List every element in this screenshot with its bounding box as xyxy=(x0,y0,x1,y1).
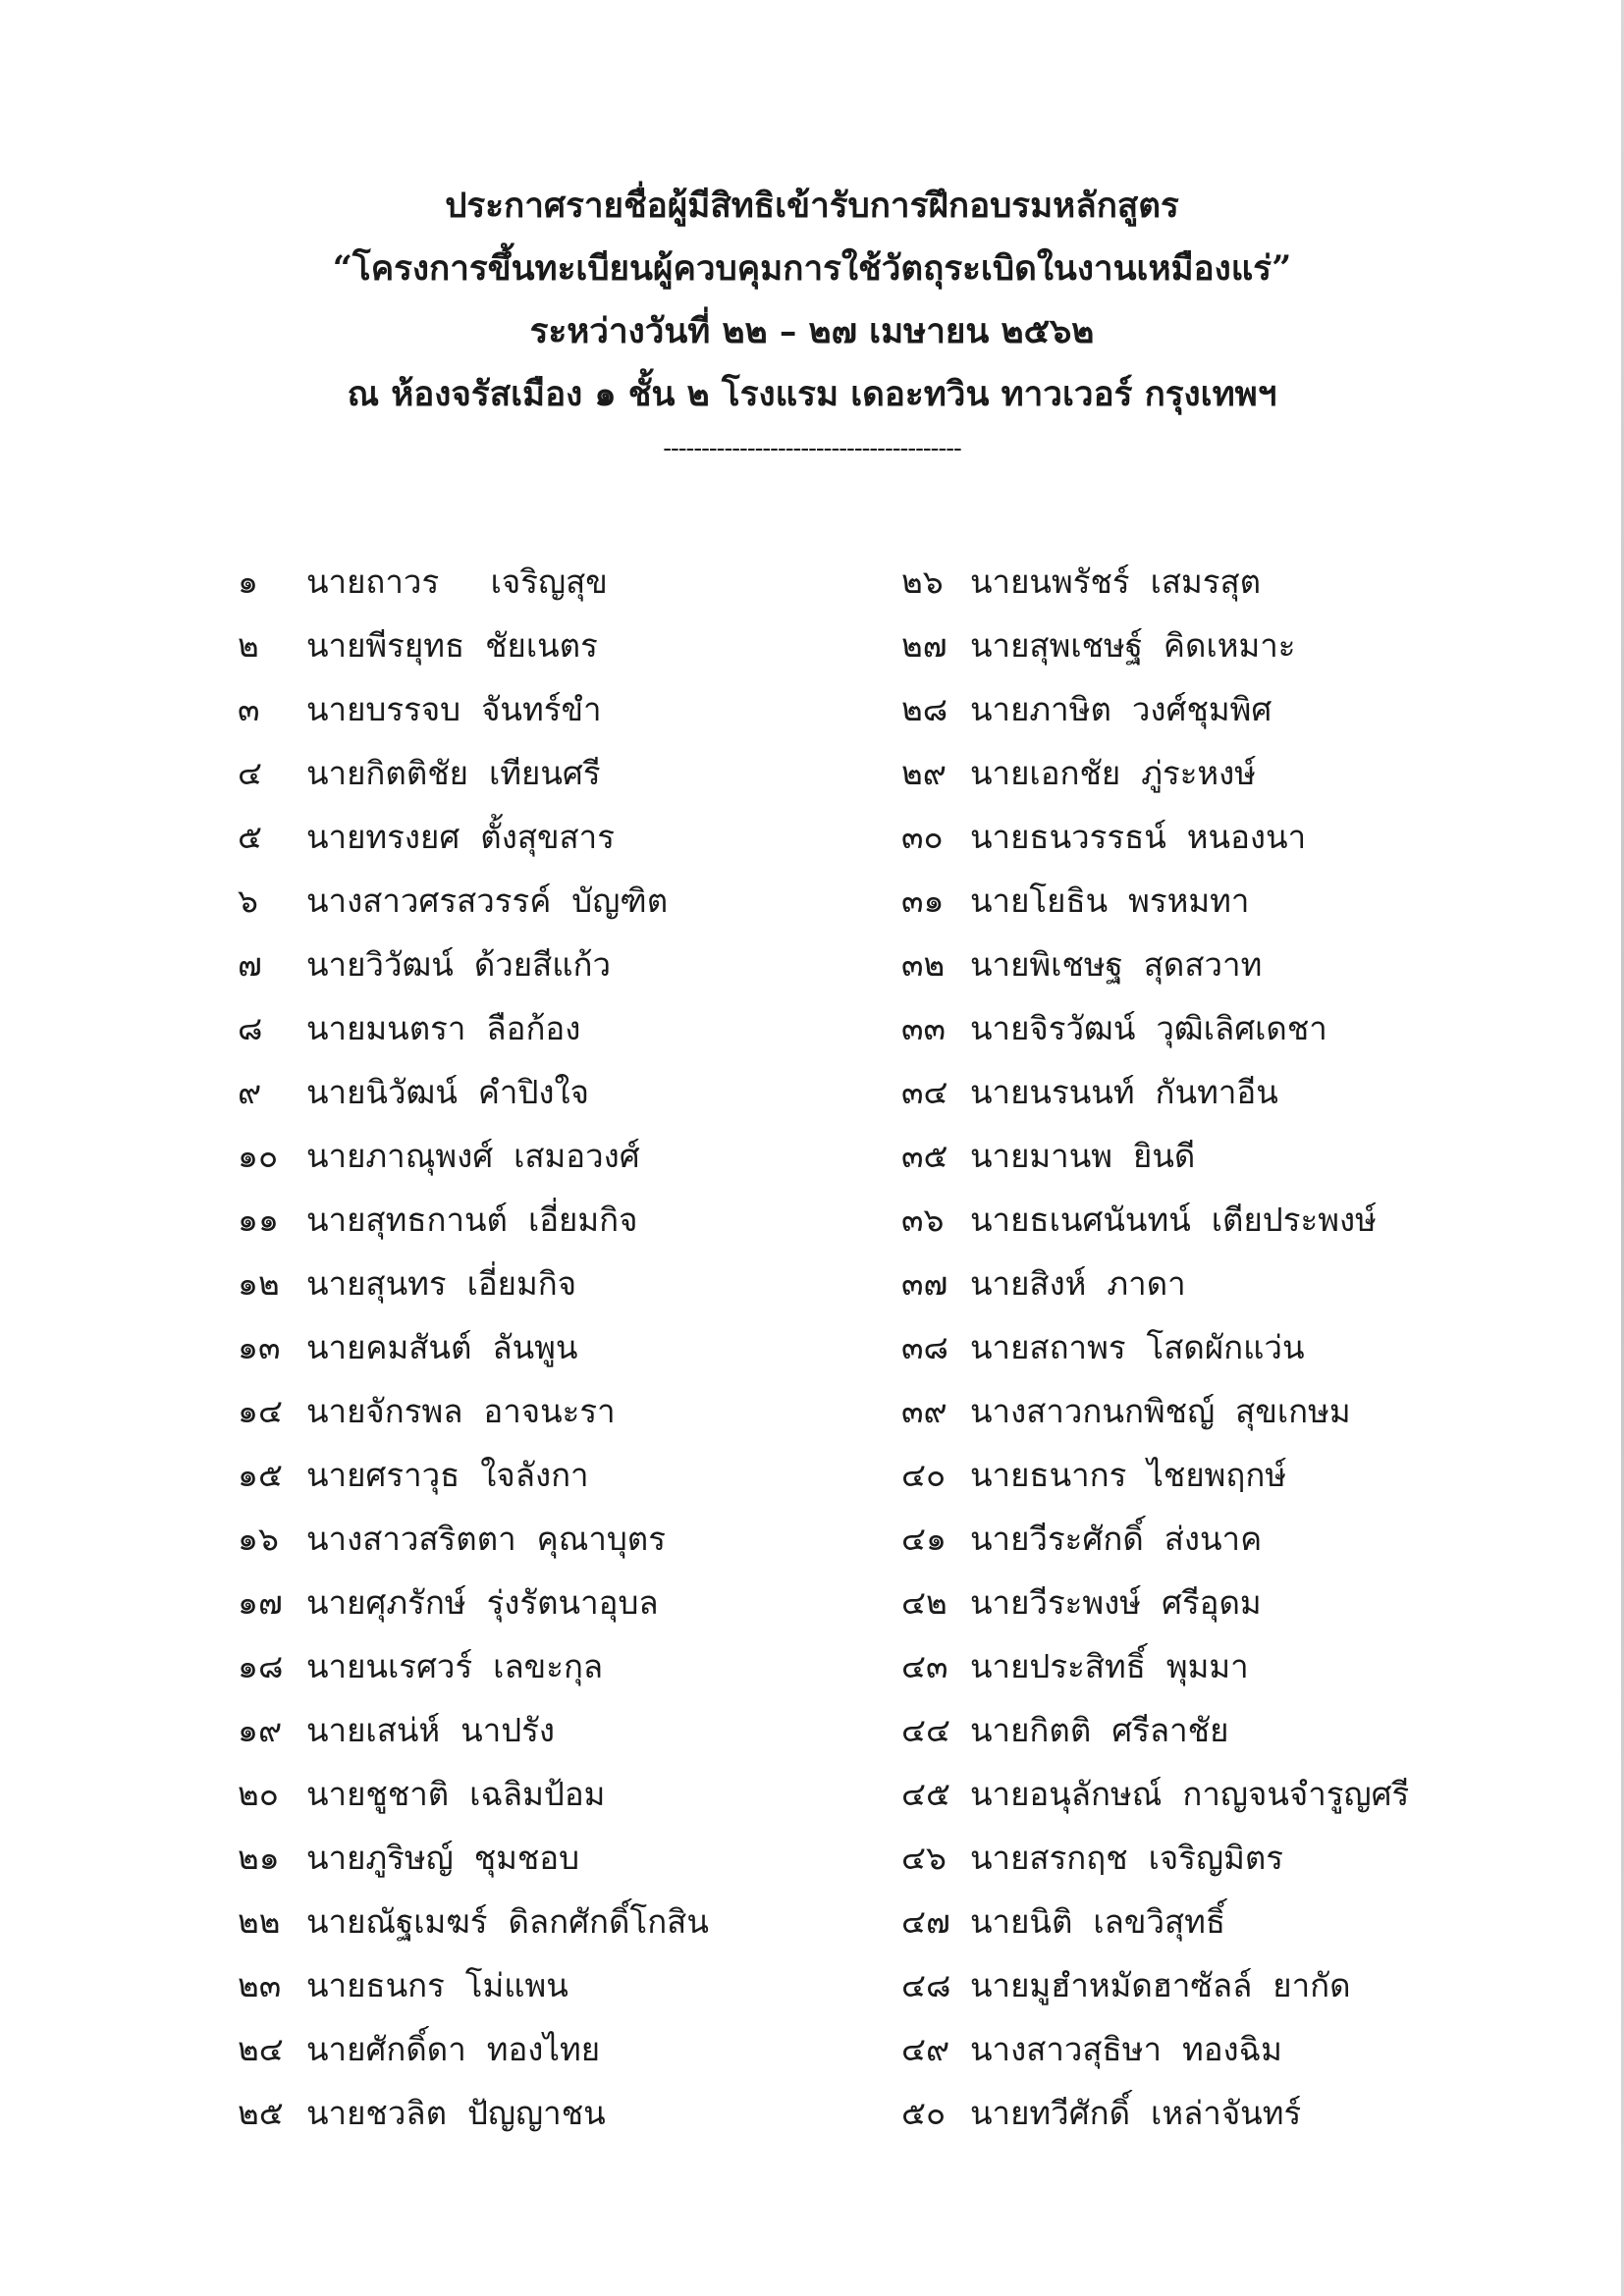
participant-name: นายจิรวัฒน์ วุฒิเลิศเดชา xyxy=(970,1009,1327,1047)
participant-number: ๘ xyxy=(238,1009,263,1047)
participant-name: นายมูฮำหมัดฮาซัลล์ ยากัด xyxy=(970,1966,1351,2004)
participant-entry xyxy=(901,1188,1409,1252)
participant-number: ๓๔ xyxy=(901,1073,948,1111)
participant-entry xyxy=(901,1252,1409,1315)
participant-name: นายภาษิต วงศ์ชุมพิศ xyxy=(970,690,1272,728)
participant-number: ๑๔ xyxy=(238,1392,283,1430)
participant-name: นายสุพเชษฐ์ คิดเหมาะ xyxy=(970,626,1296,665)
participant-name: นายพิเชษฐ สุดสวาท xyxy=(970,945,1263,984)
participant-entry xyxy=(238,1379,709,1443)
participant-entry xyxy=(238,1124,709,1188)
participant-number: ๙ xyxy=(238,1073,262,1111)
participant-number: ๑๖ xyxy=(238,1520,279,1558)
participant-name: นายกิตติชัย เทียนศรี xyxy=(306,754,601,792)
participant-name: นายมนตรา ลือก้อง xyxy=(306,1009,581,1047)
participant-number: ๔๑ xyxy=(901,1520,947,1558)
project-name: “โครงการขึ้นทะเบียนผู้ควบคุมการใช้วัตถุระเบิดในงานเหมืองแร่” xyxy=(332,248,1292,289)
participant-entry xyxy=(901,1634,1409,1698)
participant-number: ๔๘ xyxy=(901,1966,951,2004)
participant-number: ๑๐ xyxy=(238,1137,279,1175)
participant-name: นายมานพ ยินดี xyxy=(970,1137,1196,1175)
participant-number: ๓๐ xyxy=(901,818,944,856)
participant-number: ๕ xyxy=(238,818,262,856)
participant-entry xyxy=(238,1315,709,1379)
announcement-title: ประกาศรายชื่อผู้มีสิทธิเข้ารับการฝึกอบรมหลักสูตร xyxy=(445,186,1179,226)
participant-name: นายวีระพงษ์ ศรีอุดม xyxy=(970,1583,1262,1622)
participant-entry xyxy=(238,1252,709,1315)
participant-name: นายเอกชัย ภู่ระหงษ์ xyxy=(970,754,1257,792)
participant-entry xyxy=(238,1571,709,1634)
participant-name: นายนพรัชร์ เสมรสุต xyxy=(970,562,1262,601)
participant-entry xyxy=(901,1762,1409,1826)
participant-name: นายสุทธกานต์ เอี่ยมกิจ xyxy=(306,1201,638,1239)
participant-name: นายสรกฤช เจริญมิตร xyxy=(970,1839,1283,1877)
participant-name: นายนเรศวร์ เลขะกุล xyxy=(306,1647,604,1685)
participant-entry xyxy=(238,677,709,741)
participant-name: นายศักดิ์ดา ทองไทย xyxy=(306,2030,601,2068)
participant-number: ๒๔ xyxy=(238,2030,284,2068)
participant-entry xyxy=(238,869,709,933)
participant-entry xyxy=(901,1890,1409,1953)
participant-name: นางสาวสุธิษา ทองฉิม xyxy=(970,2030,1282,2068)
participant-number: ๔๕ xyxy=(901,1775,950,1813)
participant-name: นายนิติ เลขวิสุทธิ์ xyxy=(970,1902,1226,1941)
participant-entry xyxy=(901,550,1409,614)
participant-name: นายพีรยุทธ ชัยเนตร xyxy=(306,626,598,665)
participant-name: นายธนวรรธน์ หนองนา xyxy=(970,818,1307,856)
participant-name: นายธเนศนันทน์ เตียประพงษ์ xyxy=(970,1201,1377,1239)
participant-entry xyxy=(238,550,709,614)
participant-number: ๓๘ xyxy=(901,1328,949,1366)
participant-name: นายจักรพล อาจนะรา xyxy=(306,1392,616,1430)
participant-entry xyxy=(901,741,1409,805)
participant-name: นายประสิทธิ์ พุมมา xyxy=(970,1647,1249,1685)
participant-entry xyxy=(901,1507,1409,1571)
participant-entry xyxy=(238,1507,709,1571)
training-venue: ณ ห้องจรัสเมือง ๑ ชั้น ๒ โรงแรม เดอะทวิน ทาวเวอร์ กรุงเทพฯ xyxy=(347,374,1277,414)
participant-entry xyxy=(901,677,1409,741)
announcement-header xyxy=(0,175,1624,463)
participant-list-right xyxy=(901,550,1409,2145)
participant-number: ๒๑ xyxy=(238,1839,280,1877)
participant-number: ๔๓ xyxy=(901,1647,948,1685)
participant-number: ๓๙ xyxy=(901,1392,947,1430)
participant-name: นายศุภรักษ์ รุ่งรัตนาอุบล xyxy=(306,1583,659,1622)
participant-entry xyxy=(238,2017,709,2081)
participant-entry xyxy=(901,1443,1409,1507)
participant-name: นายชูชาติ เฉลิมป้อม xyxy=(306,1775,606,1813)
participant-number: ๒๙ xyxy=(901,754,947,792)
participant-name: นายถาวร เจริญสุข xyxy=(306,562,608,601)
participant-number: ๒๖ xyxy=(901,562,944,601)
participant-entry xyxy=(901,805,1409,869)
participant-name: นายสิงห์ ภาดา xyxy=(970,1264,1186,1303)
participant-entry xyxy=(238,1060,709,1124)
participant-number: ๒๕ xyxy=(238,2094,284,2132)
participant-entry xyxy=(901,1315,1409,1379)
participant-number: ๑๑ xyxy=(238,1201,279,1239)
participant-entry xyxy=(238,933,709,996)
participant-number: ๔ xyxy=(238,754,262,792)
participant-number: ๖ xyxy=(238,881,258,920)
participant-name: นายนรนนท์ กันทาอีน xyxy=(970,1073,1278,1111)
participant-entry xyxy=(238,1634,709,1698)
participant-entry xyxy=(901,1698,1409,1762)
participant-name: นายวีระศักดิ์ ส่งนาค xyxy=(970,1520,1263,1558)
participant-entry xyxy=(238,996,709,1060)
participant-name: นายกิตติ ศรีลาชัย xyxy=(970,1711,1229,1749)
participant-name: นายธนากร ไชยพฤกษ์ xyxy=(970,1456,1287,1494)
participant-number: ๔๙ xyxy=(901,2030,950,2068)
participant-entry xyxy=(238,1698,709,1762)
participant-entry xyxy=(901,933,1409,996)
participant-entry xyxy=(901,996,1409,1060)
participant-name: นางสาวสริตตา คุณาบุตร xyxy=(306,1520,666,1558)
participant-entry xyxy=(901,2081,1409,2145)
participant-number: ๒๓ xyxy=(238,1966,282,2004)
participant-name: นายนิวัฒน์ คำปิงใจ xyxy=(306,1073,589,1111)
participant-name: นายสุนทร เอี่ยมกิจ xyxy=(306,1264,577,1303)
participant-entry xyxy=(238,741,709,805)
participant-name: นายทรงยศ ตั้งสุขสาร xyxy=(306,818,615,856)
participant-entry xyxy=(901,1826,1409,1890)
participant-name: นายสถาพร โสดผักแว่น xyxy=(970,1328,1305,1366)
participant-number: ๒๒ xyxy=(238,1902,281,1941)
participant-number: ๓๑ xyxy=(901,881,945,920)
participant-name: นางสาวกนกพิชญ์ สุขเกษม xyxy=(970,1392,1351,1430)
participant-entry xyxy=(901,1124,1409,1188)
participant-number: ๓๖ xyxy=(901,1201,945,1239)
participant-number: ๔๐ xyxy=(901,1456,947,1494)
participant-entry xyxy=(238,1443,709,1507)
participant-number: ๔๔ xyxy=(901,1711,950,1749)
participant-number: ๓๒ xyxy=(901,945,946,984)
participant-name: นางสาวศรสวรรค์ บัญฑิต xyxy=(306,881,669,920)
participant-number: ๓๓ xyxy=(901,1009,947,1047)
participant-entry xyxy=(238,614,709,677)
participant-number: ๓ xyxy=(238,690,260,728)
participant-name: นายศราวุธ ใจลังกา xyxy=(306,1456,589,1494)
participant-number: ๒ xyxy=(238,626,259,665)
header-divider: --------------------------------------- xyxy=(663,434,961,463)
participant-number: ๒๐ xyxy=(238,1775,279,1813)
participant-name: นายภาณุพงศ์ เสมอวงศ์ xyxy=(306,1137,640,1175)
participant-number: ๑๕ xyxy=(238,1456,283,1494)
participant-name: นายเสน่ห์ นาปรัง xyxy=(306,1711,556,1749)
participant-name: นายวิวัฒน์ ด้วยสีแก้ว xyxy=(306,945,612,984)
participant-number: ๔๒ xyxy=(901,1583,947,1622)
participant-list-left xyxy=(238,550,709,2145)
participant-name: นายอนุลักษณ์ กาญจนจำรูญศรี xyxy=(970,1775,1410,1813)
participant-entry xyxy=(238,1762,709,1826)
participant-entry xyxy=(901,1060,1409,1124)
participant-name: นายทวีศักดิ์ เหล่าจันทร์ xyxy=(970,2094,1302,2132)
participant-number: ๗ xyxy=(238,945,262,984)
participant-number: ๓๕ xyxy=(901,1137,948,1175)
participant-number: ๒๗ xyxy=(901,626,947,665)
participant-entry xyxy=(238,1188,709,1252)
participant-name: นายโยธิน พรหมทา xyxy=(970,881,1250,920)
participant-number: ๑๙ xyxy=(238,1711,283,1749)
training-dates: ระหว่างวันที่ ๒๒ – ๒๗ เมษายน ๒๕๖๒ xyxy=(529,311,1095,351)
participant-number: ๑๗ xyxy=(238,1583,283,1622)
participant-entry xyxy=(238,1890,709,1953)
participant-entry xyxy=(238,1953,709,2017)
participant-entry xyxy=(901,614,1409,677)
participant-name: นายชวลิต ปัญญาชน xyxy=(306,2094,606,2132)
participant-entry xyxy=(238,2081,709,2145)
participant-name: นายบรรจบ จันทร์ขำ xyxy=(306,690,602,728)
participant-entry xyxy=(901,869,1409,933)
participant-entry xyxy=(238,1826,709,1890)
participant-number: ๕๐ xyxy=(901,2094,947,2132)
participant-entry xyxy=(901,1379,1409,1443)
participant-entry xyxy=(238,805,709,869)
participant-name: นายธนกร โม่แพน xyxy=(306,1966,568,2004)
participant-name: นายณัฐเมฆร์ ดิลกศักดิ์โกสิน xyxy=(306,1902,709,1941)
participant-entry xyxy=(901,1953,1409,2017)
participant-name: นายภูริษญ์ ชุมชอบ xyxy=(306,1839,580,1877)
participant-number: ๒๘ xyxy=(901,690,948,728)
participant-number: ๔๖ xyxy=(901,1839,947,1877)
participant-number: ๔๗ xyxy=(901,1902,950,1941)
participant-number: ๑๓ xyxy=(238,1328,281,1366)
participant-number: ๑๘ xyxy=(238,1647,284,1685)
participant-number: ๑ xyxy=(238,562,258,601)
participant-name: นายคมสันต์ ลันพูน xyxy=(306,1328,578,1366)
participant-entry xyxy=(901,1571,1409,1634)
participant-number: ๓๗ xyxy=(901,1264,948,1303)
participant-entry xyxy=(901,2017,1409,2081)
participant-number: ๑๒ xyxy=(238,1264,280,1303)
